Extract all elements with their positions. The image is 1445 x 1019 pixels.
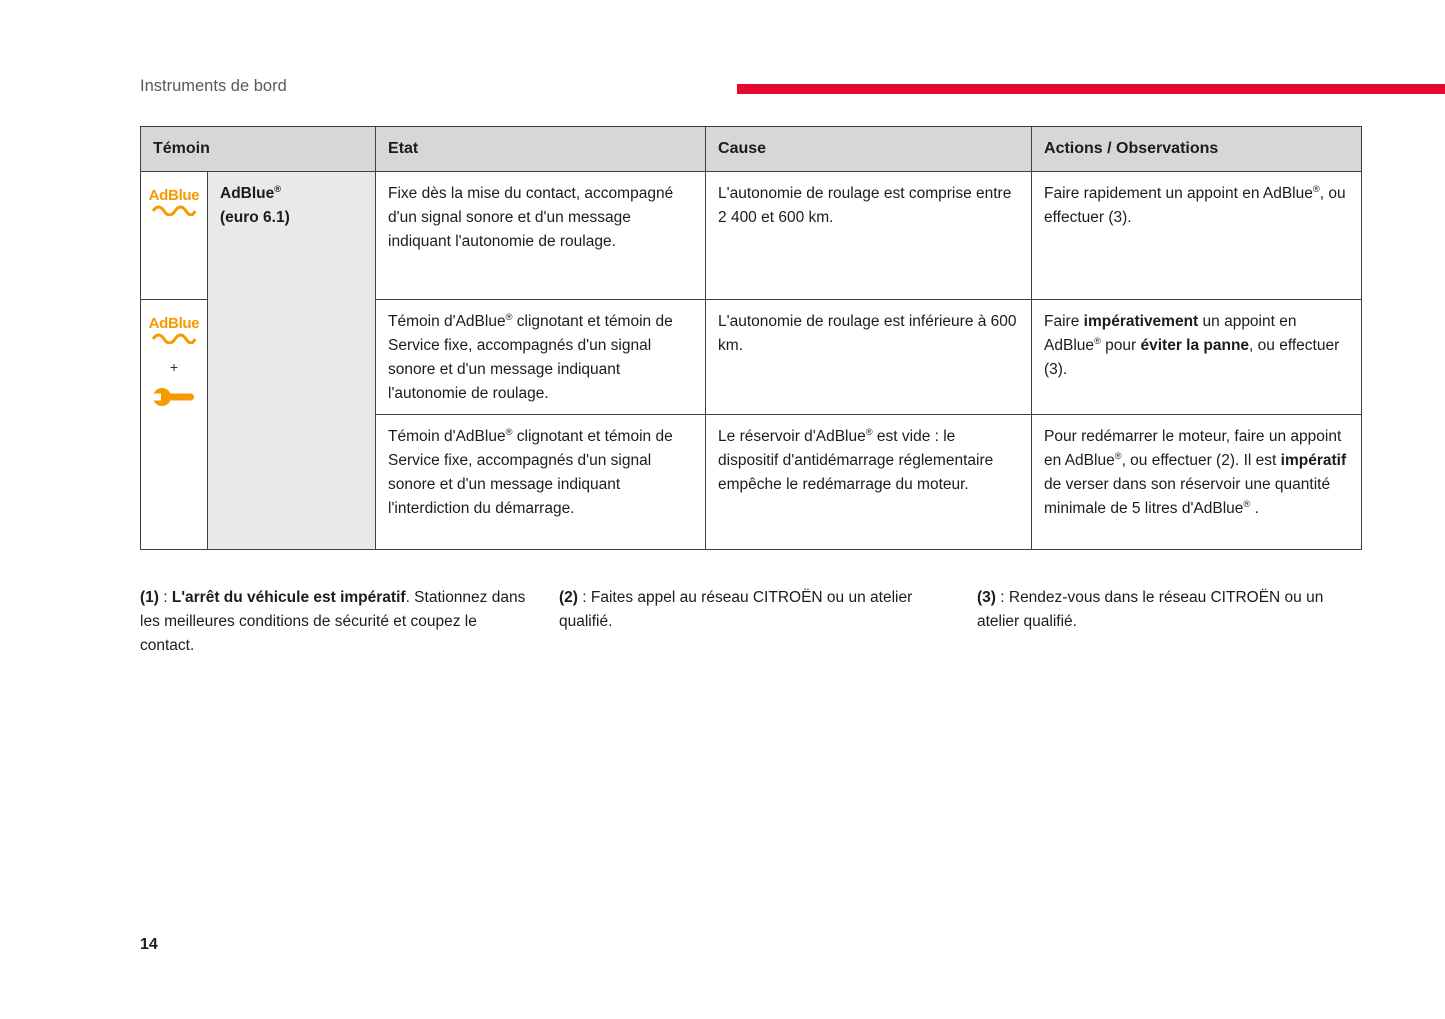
temoin-icon-cell-2	[141, 300, 208, 550]
cell-actions-1: Faire rapidement un appoint en AdBlue®, ou effectuer (3).	[1032, 172, 1362, 300]
service-wrench-icon	[152, 386, 196, 408]
adblue-wordmark: AdBlue	[148, 187, 200, 204]
cell-etat-1: Fixe dès la mise du contact, accompagné d'un signal sonore et d'un message indiquant l'autonomie de roulage.	[376, 172, 706, 300]
warning-lights-table	[140, 126, 1362, 550]
temoin-label: AdBlue® (euro 6.1)	[220, 183, 290, 226]
column-header-actions: Actions / Observations	[1032, 127, 1362, 172]
table-header-row	[141, 127, 1362, 172]
column-header-cause: Cause	[706, 127, 1032, 172]
cell-cause-2: L'autonomie de roulage est inférieure à 600 km.	[706, 300, 1032, 415]
cell-etat-3: Témoin d'AdBlue® clignotant et témoin de Service fixe, accompagnés d'un signal sonore et d'un message indiquant l'interdiction du démarrage.	[376, 415, 706, 550]
adblue-wordmark: AdBlue	[148, 315, 200, 332]
cell-etat-2: Témoin d'AdBlue® clignotant et témoin de Service fixe, accompagnés d'un signal sonore et d'un message indiquant l'autonomie de roulage.	[376, 300, 706, 415]
cell-cause-3: Le réservoir d'AdBlue® est vide : le dispositif d'antidémarrage réglementaire empêche le redémarrage du moteur.	[706, 415, 1032, 550]
adblue-wave-icon	[151, 205, 197, 216]
cell-actions-3: Pour redémarrer le moteur, faire un appoint en AdBlue®, ou effectuer (2). Il est impératif de verser dans son réservoir une quantité minimale de 5 litres d'AdBlue® .	[1032, 415, 1362, 550]
cell-cause-1: L'autonomie de roulage est comprise entre 2 400 et 600 km.	[706, 172, 1032, 300]
adblue-wave-icon	[151, 333, 197, 344]
column-header-etat: Etat	[376, 127, 706, 172]
column-header-temoin: Témoin	[141, 127, 376, 172]
page-number: 14	[140, 936, 158, 953]
cell-actions-2: Faire impérativement un appoint en AdBlue® pour éviter la panne, ou effectuer (3).	[1032, 300, 1362, 415]
footnote-2: (2) : Faites appel au réseau CITROËN ou un atelier qualifié.	[559, 589, 913, 630]
adblue-warning-icon	[149, 188, 200, 216]
plus-sign: +	[169, 359, 179, 375]
page-section-title: Instruments de bord	[140, 77, 287, 95]
adblue-warning-icon	[149, 316, 200, 344]
footnote-3: (3) : Rendez-vous dans le réseau CITROËN ou un atelier qualifié.	[977, 589, 1324, 630]
table-row	[141, 172, 1362, 300]
temoin-icon-cell-1	[141, 172, 208, 300]
temoin-label-cell	[208, 172, 376, 550]
accent-bar	[737, 84, 1445, 94]
footnote-1: (1) : L'arrêt du véhicule est impératif. Stationnez dans les meilleures conditions de sécurité et coupez le contact.	[140, 589, 526, 654]
